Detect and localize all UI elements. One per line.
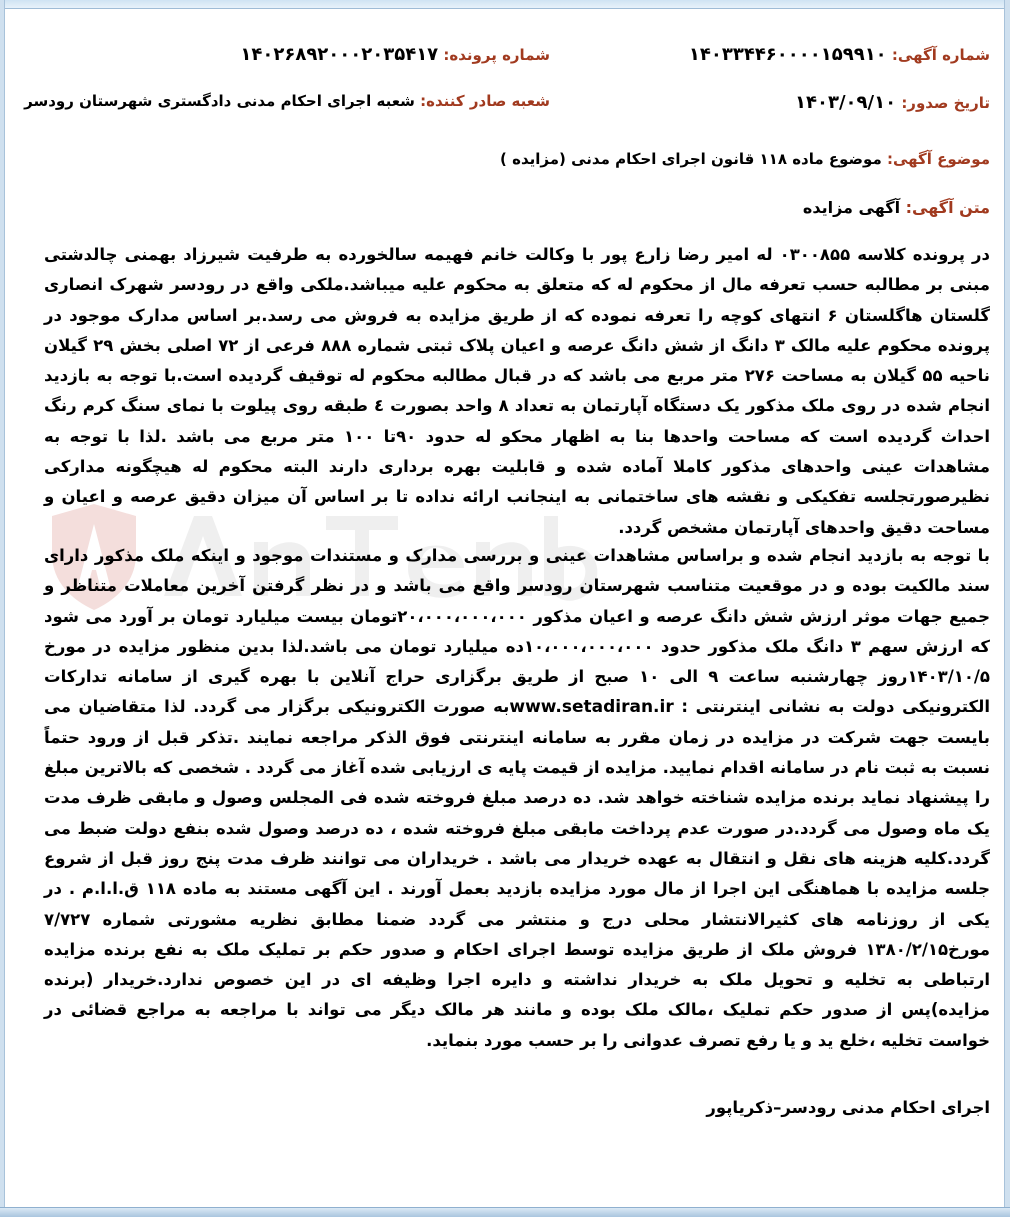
body-paragraph-2 [44,541,990,1056]
window-left-border [0,0,5,1216]
issuer-label: شعبه صادر کننده: [420,92,550,110]
announcement-number-label: شماره آگهی: [891,46,990,64]
paragraph-2-part-a: با توجه به بازدید انجام شده و براساس مشاهدات عینی و بررسی مدارک و مستندات موجود و اینکه ملک مذکور دارای سند مالکیت بوده و در موقعیت متناسب شهرستان رودسر واقع می باشد و در نظر گرفتن آخرین معاملات متناظر و جمیع جهات موثر ارزش شش دانگ عرصه و اعیان مذکور ۲۰،۰۰۰،۰۰۰،۰۰۰تومان بیست میلیارد تومان بر آورد می شود که ارزش سهم ۳ دانگ ملک مذکور حدود ۱۰،۰۰۰،۰۰۰،۰۰۰ده میلیارد تومان می باشد.لذا بدین منظور مزایده در مورخ ۱۴۰۳/۱۰/۵روز چهارشنبه ساعت ۹ الی ۱۰ صبح از طریق برگزاری حراج آنلاین با بهره گیری از سامانه تدارکات الکترونیکی دولت به نشانی اینترنتی : [44,546,990,717]
announcement-number-row [689,44,990,65]
body-title: آگهی مزایده [802,198,901,217]
issue-date-row [795,92,990,113]
setadiran-link[interactable]: www.setadiran.ir [509,697,674,718]
body-paragraph-1: در پرونده کلاسه ۰۳۰۰۸۵۵ له امیر رضا زارع پور با وکالت خانم فهیمه سالخورده به طرفیت شیرزاد بهمنی چالدشتی مبنی بر مطالبه حسب تعرفه مال از محکوم له که متعلق به محکوم علیه میباشد.ملکی واقع در رودسر شهرک انصاری گلستان هاگلستان ۶ انتهای کوچه را تعرفه نموده که از طریق مزایده به فروش می رسد.بر اساس مدارک موجود در پرونده محکوم علیه مالک ۳ دانگ از شش دانگ عرصه و اعیان پلاک ثبتی شماره ۸۸۸ فرعی از ۷۲ اصلی بخش ۲۹ گیلان ناحیه ۵۵ گیلان به مساحت ۲۷۶ متر مربع می باشد که در قبال مطالبه محکوم له توقیف گردیده است.با توجه به بازدید انجام شده در روی ملک مذکور یک دستگاه آپارتمان به تعداد ۸ واحد بصورت ٤ طبقه روی پیلوت با نمای سنگ کرم رنگ احداث گردیده است که مساحت واحدها بنا به اظهار محکو له حدود ۹۰تا ۱۰۰ متر مربع می باشد .لذا با توجه به مشاهدات عینی واحدهای مذکور کاملا آماده شده و قابلیت بهره برداری دارند البته محکوم له هیچگونه مدارکی نظیرصورتجلسه تفکیکی و نقشه های ساختمانی به اینجانب ارائه نداده تا بر اساس آن میزان دقیق عرصه و اعیان و مساحت دقیق واحدهای آپارتمان مشخص گردد. [44,245,991,537]
announcement-number: ۱۴۰۳۳۴۴۶۰۰۰۰۱۵۹۹۱۰ [688,44,887,65]
subject-text: موضوع ماده ۱۱۸ قانون اجرای احکام مدنی (مزایده ) [500,150,882,168]
body-title-row [803,198,990,217]
paragraph-2-part-b: به صورت الکترونیکی برگزار می گردد. لذا متقاضیان می بایست جهت شرکت در مزایده در زمان مقرر به سامانه اینترنتی فوق الذکر مراجعه نمایند .تذکر قبل از ورود حتماً نسبت به ثبت نام در سامانه اقدام نمایید. مزایده از قیمت پایه ی ارزیابی شده آغاز می گردد . شخصی که بالاترین مبلغ را پیشنهاد نماید برنده مزایده شناخته خواهد شد. ده درصد مبلغ فروخته شده فی المجلس وصول و مابقی ظرف مدت یک ماه وصول می گردد.در صورت عدم پرداخت مابقی مبلغ فروخته شده ، ده درصد وصول شده بنفع دولت ضبط می گردد.کلیه هزینه های نقل و انتقال به عهده خریدار می باشد . خریداران می توانند ظرف مدت پنج روز قبل از شروع جلسه مزایده با هماهنگی این اجرا از مال مورد مزایده بازدید بعمل آورند . این آگهی مستند به ماده ۱۱۸ ق.ا.ا.م . در یکی از روزنامه های کثیرالانتشار محلی درج و منتشر می گردد ضمنا مطابق نظریه مشورتی شماره ۷/۷۲۷ مورخ۱۳۸۰/۲/۱۵ فروش ملک از طریق مزایده توسط اجرای احکام و صدور حکم بر تملیک ملک به نفع برنده مزایده ارتباطی به تخلیه و تحویل ملک به خریدار نداشته و دایره اجرا وظیفه ای در این خصوص ندارد.خریدار (برنده مزایده)پس از صدور حکم تملیک ،مالک ملک بوده و مانند هر مالک دیگر می تواند با مراجعه به مراجع قضائی در خواست تخلیه ،خلع ید و یا رفع تصرف عدوانی را بر حسب مورد بنماید. [44,697,990,1050]
issuer-name: شعبه اجرای احکام مدنی دادگستری شهرستان رودسر [24,92,415,110]
signature-line: اجرای احکام مدنی رودسر–ذکریاپور [706,1098,990,1117]
issue-date: ۱۴۰۳/۰۹/۱۰ [795,92,897,113]
body-label: متن آگهی: [905,198,990,217]
window-top-border [0,0,1010,9]
issuer-row [24,92,550,110]
case-number: ۱۴۰۲۶۸۹۲۰۰۰۲۰۳۵۴۱۷ [240,44,439,65]
subject-label: موضوع آگهی: [886,150,990,168]
subject-row [500,150,990,168]
case-number-row [240,44,550,65]
case-number-label: شماره پرونده: [443,46,550,64]
issue-date-label: تاریخ صدور: [901,94,990,112]
window-right-border [1004,0,1010,1216]
